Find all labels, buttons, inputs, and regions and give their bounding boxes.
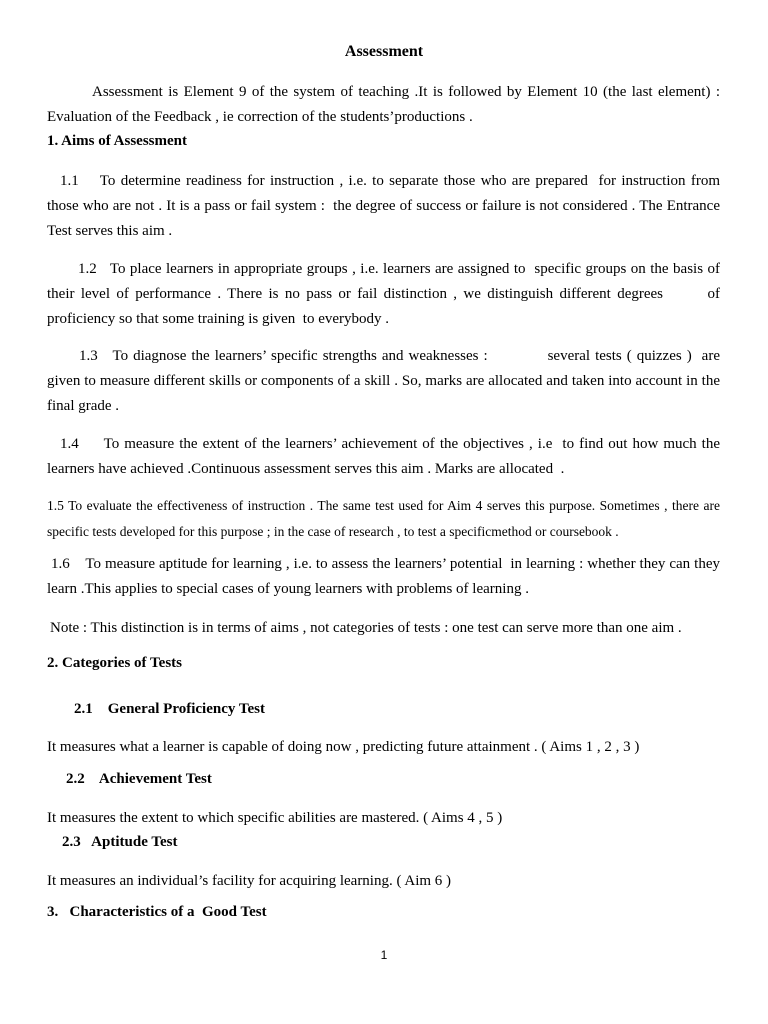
aim-1-2-paragraph: 1.2 To place learners in appropriate groups , i.e. learners are assigned to specific groups on the basis of their level of performance . There is no pass or fail distinction , we distinguish different degrees of proficiency so that some training is given to everybody . [47, 261, 724, 327]
note-paragraph: Note : This distinction is in terms of aims , not categories of tests : one test can serve more than one aim . [50, 620, 682, 636]
aim-1-3-paragraph: 1.3 To diagnose the learners’ specific strengths and weaknesses : several tests ( quizzes ) are given to measure different skills or components of a skill . So, marks are allocated and taken into account in the final grade . [47, 348, 724, 414]
aim-1-4-paragraph: 1.4 To measure the extent of the learners’ achievement of the objectives , i.e to find out how much the learners have achieved .Continuous assessment serves this aim . Marks are allocated . [47, 436, 724, 477]
aim-1-1-paragraph: 1.1 To determine readiness for instruction , i.e. to separate those who are prepared for instruction from those who are not . It is a pass or fail system : the degree of success or failure is not considered . The Entrance Test serves this aim . [47, 173, 724, 239]
document-title: Assessment [344, 43, 424, 60]
subsection-2-2-heading: 2.2 Achievement Test [66, 771, 212, 787]
intro-paragraph: Assessment is Element 9 of the system of teaching .It is followed by Element 10 (the last element) : Evaluation of the Feedback , ie correction of the students’productions . [47, 84, 720, 125]
section-2-heading: 2. Categories of Tests [47, 655, 182, 671]
subsection-2-3-heading: 2.3 Aptitude Test [62, 834, 178, 850]
section-1-heading: 1. Aims of Assessment [47, 133, 188, 149]
aim-1-5-paragraph: 1.5 To evaluate the effectiveness of instruction . The same test used for Aim 4 serves this purpose. Sometimes , there are specific tests developed for this purpose ; in the case of research , to test a specificmethod or coursebook . [47, 498, 720, 539]
page-number: 1 [380, 948, 388, 962]
subsection-2-1-text: It measures what a learner is capable of doing now , predicting future attainment . ( Aims 1 , 2 , 3 ) [47, 739, 640, 755]
subsection-2-1-heading: 2.1 General Proficiency Test [74, 701, 265, 717]
subsection-2-2-text: It measures the extent to which specific abilities are mastered. ( Aims 4 , 5 ) [47, 810, 503, 826]
section-3-heading: 3. Characteristics of a Good Test [47, 904, 267, 920]
subsection-2-3-text: It measures an individual’s facility for acquiring learning. ( Aim 6 ) [47, 873, 452, 889]
aim-1-6-paragraph: 1.6 To measure aptitude for learning , i.e. to assess the learners’ potential in learning : whether they can they learn .This applies to special cases of young learners with problems of learning . [47, 556, 724, 597]
